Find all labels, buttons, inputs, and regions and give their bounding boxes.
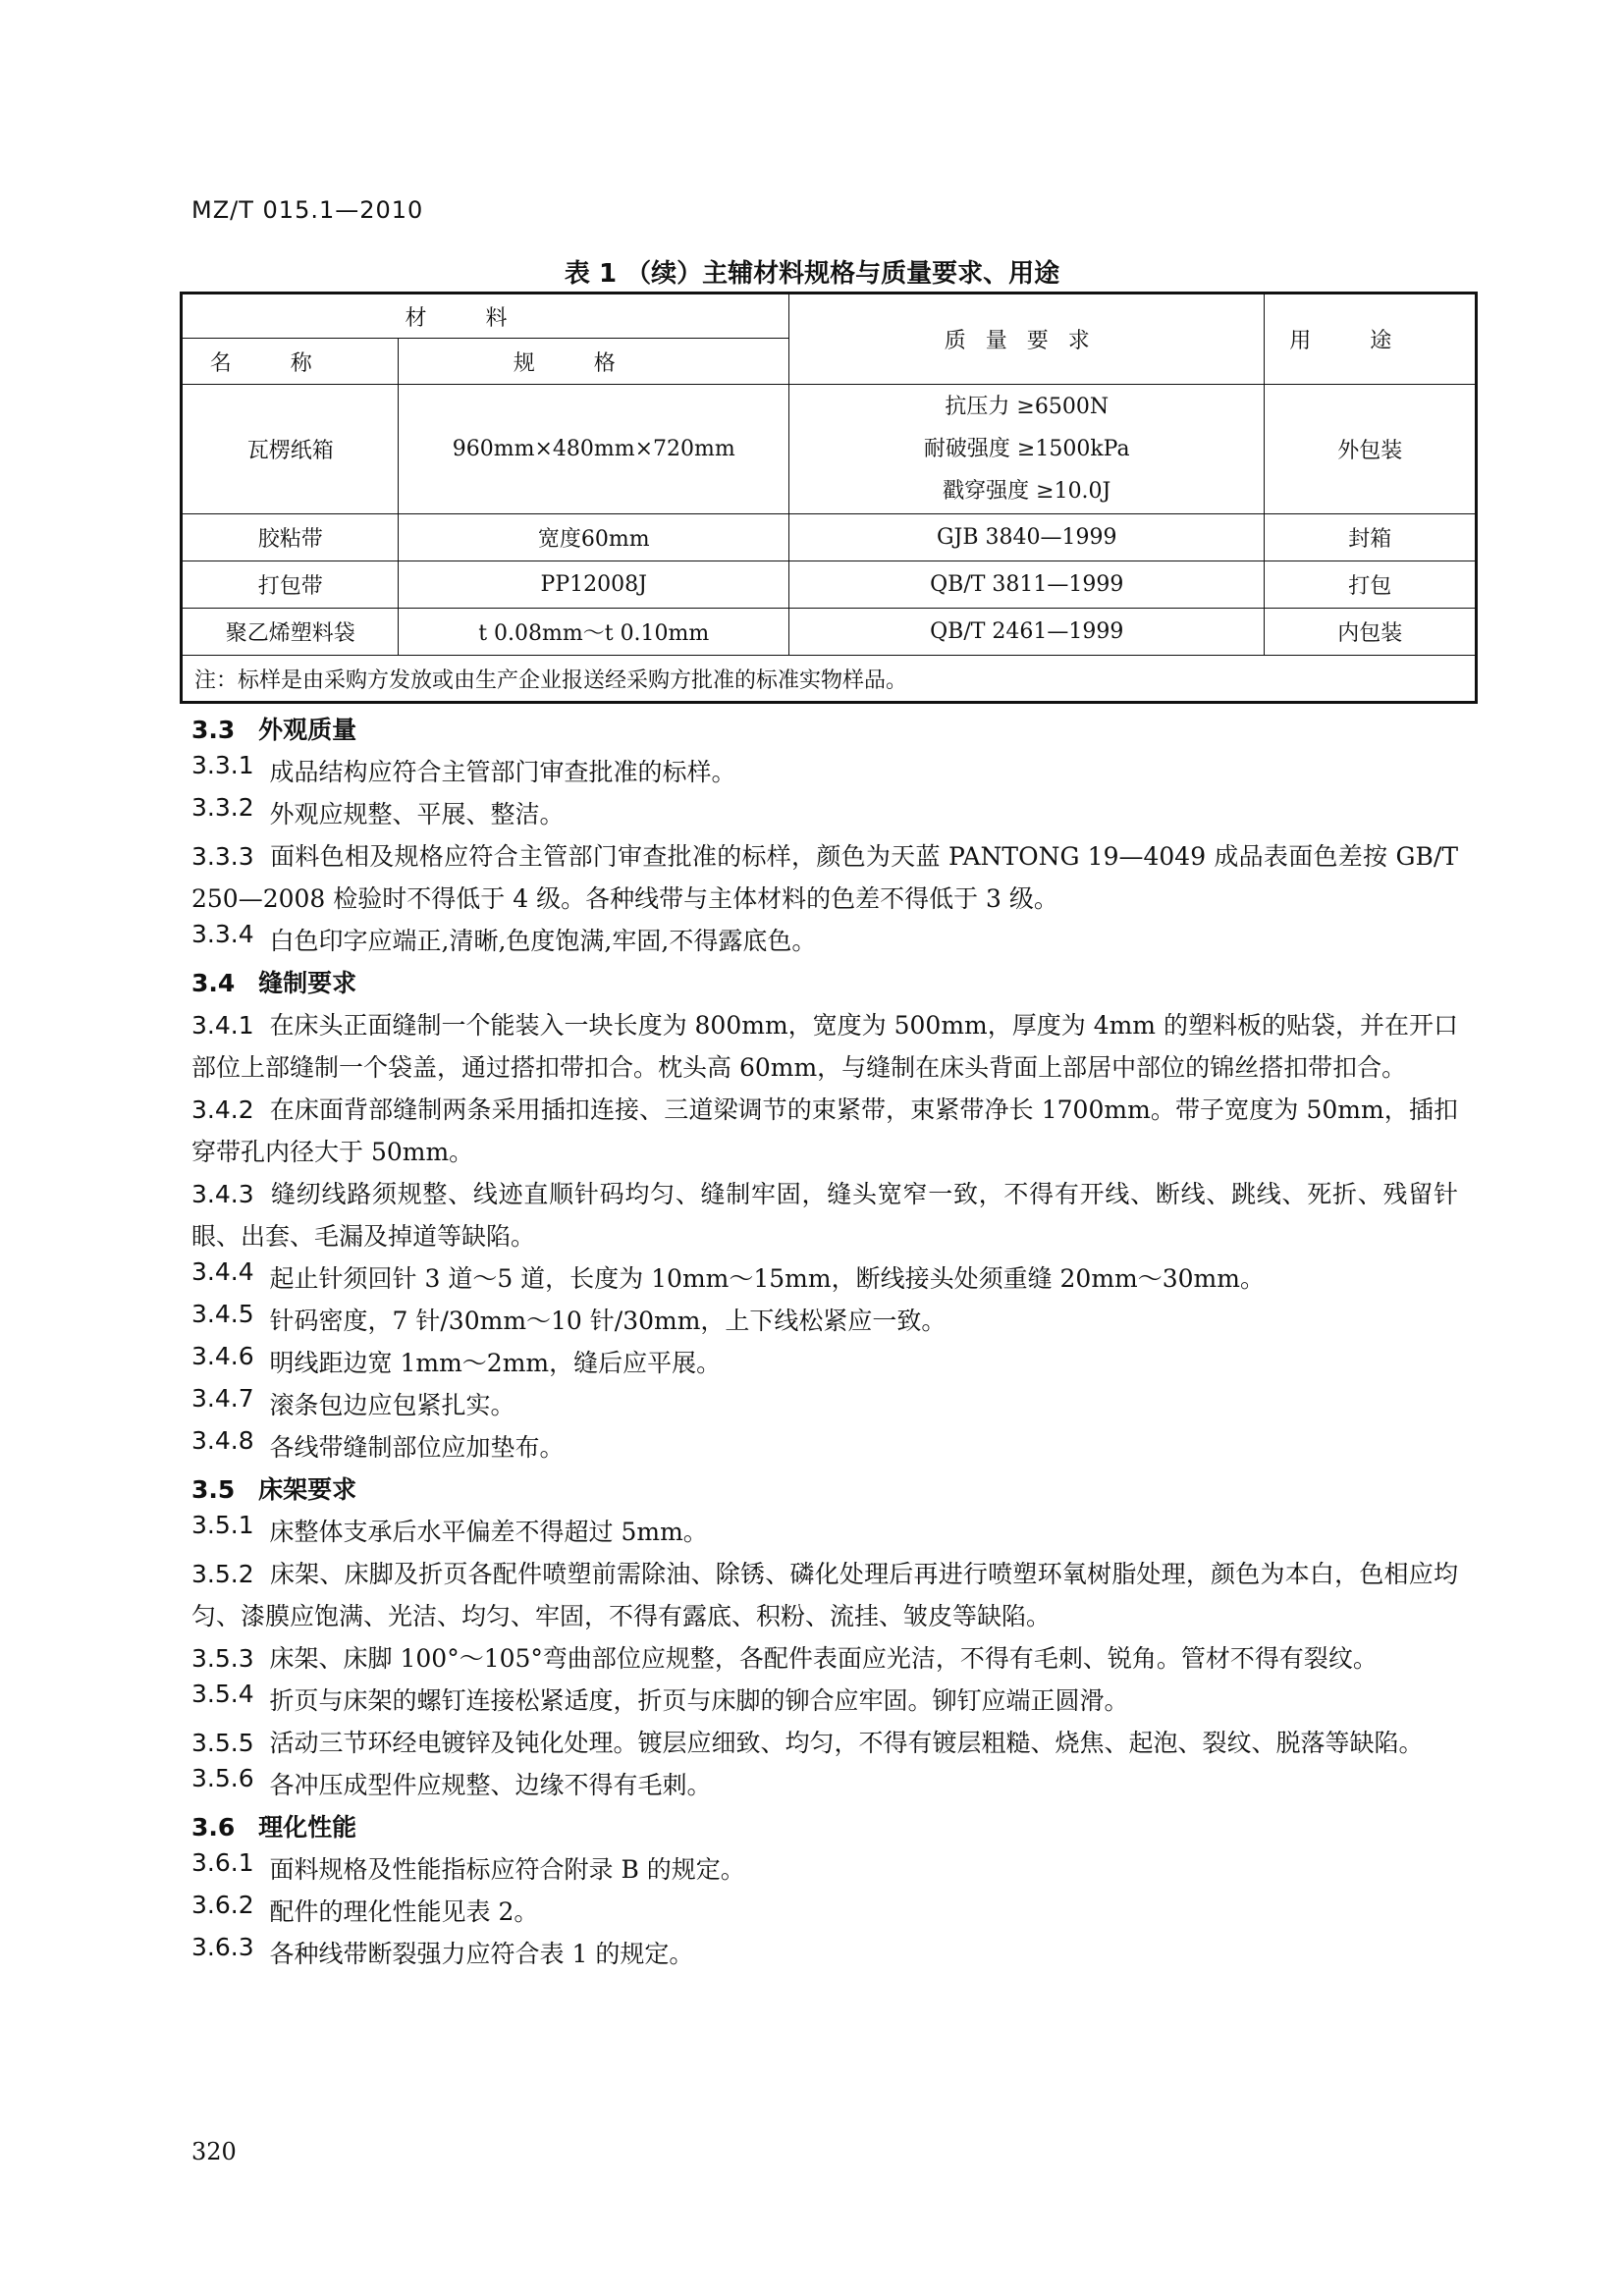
section-heading: 3.5 床架要求 [191, 1475, 357, 1504]
paragraph: 3.3.4 白色印字应端正,清晰,色度饱满,牢固,不得露底色。 [191, 920, 817, 955]
paragraph: 3.6.2 配件的理化性能见表 2。 [191, 1891, 539, 1926]
paragraph: 3.5.5 活动三节环经电镀锌及钝化处理。镀层应细致、均匀，不得有镀层粗糙、烧焦、起泡、裂纹、脱落等缺陷。 [191, 1729, 1424, 1757]
materials-table [180, 292, 1478, 704]
page-number: 320 [191, 2138, 237, 2165]
body-text [191, 709, 1458, 1975]
quality-line: 抗压力 ≥6500N [945, 395, 1110, 419]
paragraph: 3.4.7 滚条包边应包紧扎实。 [191, 1384, 515, 1419]
header-name: 名称 [182, 339, 399, 385]
section-heading: 3.4 缝制要求 [191, 969, 357, 997]
table-title: 表 1 （续）主辅材料规格与质量要求、用途 [564, 259, 1060, 289]
cell-quality: QB/T 2461—1999 [789, 609, 1265, 656]
table-row [182, 385, 1477, 514]
cell-quality: GJB 3840—1999 [789, 514, 1265, 561]
header-material: 材料 [182, 294, 789, 339]
cell-spec: 960mm×480mm×720mm [399, 385, 789, 514]
paragraph: 3.5.3 床架、床脚 100°～105°弯曲部位应规整，各配件表面应光洁，不得有毛刺、锐角。管材不得有裂纹。 [191, 1644, 1378, 1673]
paragraph: 3.3.3 面料色相及规格应符合主管部门审查批准的标样，颜色为天蓝 PANTONG 19—4049 成品表面色差按 GB/T 250—2008 检验时不得低于 4 级。各种线带与主体材料的色差不得低于 3 级。 [191, 842, 1458, 913]
paragraph: 3.3.1 成品结构应符合主管部门审查批准的标样。 [191, 751, 736, 786]
cell-quality: QB/T 3811—1999 [789, 561, 1265, 609]
quality-line: 戳穿强度 ≥10.0J [943, 479, 1111, 504]
table-note: 注：标样是由采购方发放或由生产企业报送经采购方批准的标准实物样品。 [182, 656, 1477, 703]
paragraph: 3.6.3 各种线带断裂强力应符合表 1 的规定。 [191, 1933, 694, 1968]
paragraph: 3.4.5 针码密度，7 针/30mm～10 针/30mm，上下线松紧应一致。 [191, 1300, 947, 1335]
document-id: MZ/T 015.1—2010 [191, 196, 424, 224]
paragraph: 3.5.6 各冲压成型件应规整、边缘不得有毛刺。 [191, 1764, 712, 1799]
cell-usage: 内包装 [1265, 609, 1477, 656]
paragraph: 3.5.2 床架、床脚及折页各配件喷塑前需除油、除锈、磷化处理后再进行喷塑环氧树脂处理，颜色为本白，色相应均匀、漆膜应饱满、光洁、均匀、牢固，不得有露底、积粉、流挂、皱皮等缺陷。 [191, 1560, 1458, 1630]
header-usage: 用途 [1265, 294, 1477, 385]
paragraph: 3.6.1 面料规格及性能指标应符合附录 B 的规定。 [191, 1848, 745, 1884]
cell-usage: 打包 [1265, 561, 1477, 609]
paragraph: 3.4.2 在床面背部缝制两条采用插扣连接、三道梁调节的束紧带，束紧带净长 1700mm。带子宽度为 50mm，插扣穿带孔内径大于 50mm。 [191, 1095, 1458, 1166]
header-spec: 规格 [399, 339, 789, 385]
paragraph: 3.3.2 外观应规整、平展、整洁。 [191, 793, 565, 828]
cell-name: 瓦楞纸箱 [182, 385, 399, 514]
quality-line: 耐破强度 ≥1500kPa [923, 437, 1130, 461]
cell-usage: 封箱 [1265, 514, 1477, 561]
cell-quality [789, 385, 1265, 514]
cell-name: 聚乙烯塑料袋 [182, 609, 399, 656]
table-row [182, 561, 1477, 609]
table-row [182, 609, 1477, 656]
table-row [182, 514, 1477, 561]
cell-spec: PP12008J [399, 561, 789, 609]
paragraph: 3.5.4 折页与床架的螺钉连接松紧适度，折页与床脚的铆合应牢固。铆钉应端正圆滑。 [191, 1680, 1129, 1715]
paragraph: 3.4.6 明线距边宽 1mm～2mm，缝后应平展。 [191, 1342, 722, 1377]
paragraph: 3.4.3 缝纫线路须规整、线迹直顺针码均匀、缝制牢固，缝头宽窄一致，不得有开线、断线、跳线、死折、残留针眼、出套、毛漏及掉道等缺陷。 [191, 1180, 1458, 1251]
cell-usage: 外包装 [1265, 385, 1477, 514]
header-quality: 质量要求 [789, 294, 1265, 385]
cell-spec: t 0.08mm～t 0.10mm [399, 609, 789, 656]
cell-name: 胶粘带 [182, 514, 399, 561]
section-heading: 3.3 外观质量 [191, 716, 357, 744]
cell-name: 打包带 [182, 561, 399, 609]
paragraph: 3.4.1 在床头正面缝制一个能装入一块长度为 800mm，宽度为 500mm，厚度为 4mm 的塑料板的贴袋，并在开口部位上部缝制一个袋盖，通过搭扣带扣合。枕头高 60mm，与缝制在床头背面上部居中部位的锦丝搭扣带扣合。 [191, 1011, 1458, 1082]
section-heading: 3.6 理化性能 [191, 1813, 357, 1842]
paragraph: 3.4.4 起止针须回针 3 道～5 道，长度为 10mm～15mm，断线接头处须重缝 20mm～30mm。 [191, 1257, 1265, 1293]
paragraph: 3.4.8 各线带缝制部位应加垫布。 [191, 1426, 565, 1462]
paragraph: 3.5.1 床整体支承后水平偏差不得超过 5mm。 [191, 1511, 708, 1546]
cell-spec: 宽度60mm [399, 514, 789, 561]
